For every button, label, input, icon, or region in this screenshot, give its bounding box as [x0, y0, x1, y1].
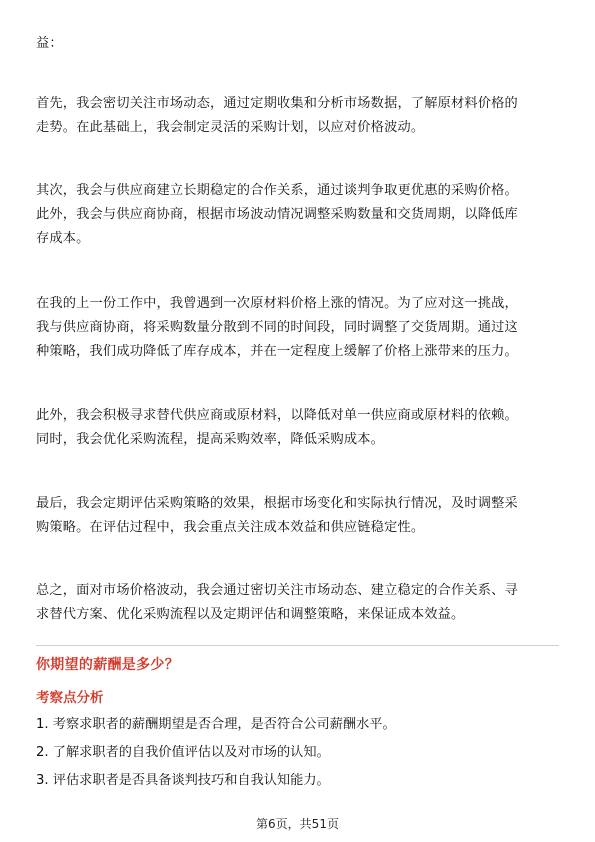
analysis-points-list — [36, 711, 396, 795]
paragraph-example — [36, 292, 560, 364]
paragraph-second — [36, 179, 560, 251]
text-line: 种策略，我们成功降低了库存成本，并在一定程度上缓解了价格上涨带来的压力。 — [36, 344, 518, 359]
text-line: 同时，我会优化采购流程，提高采购效率，降低采购成本。 — [36, 432, 385, 447]
text-line: 益： — [36, 36, 63, 51]
analysis-heading: 考察点分析 — [36, 690, 104, 706]
analysis-point: 3. 评估求职者是否具备谈判技巧和自我认知能力。 — [36, 773, 330, 788]
paragraph-summary — [36, 579, 560, 627]
text-line: 求替代方案、优化采购流程以及定期评估和调整策略，来保证成本效益。 — [36, 607, 465, 622]
text-line: 走势。在此基础上，我会制定灵活的采购计划，以应对价格波动。 — [36, 120, 425, 135]
analysis-point: 1. 考察求职者的薪酬期望是否合理，是否符合公司薪酬水平。 — [36, 717, 396, 732]
page-footer: 第6页，共51页 — [256, 817, 339, 831]
text-line: 此外，我会积极寻求替代供应商或原材料，以降低对单一供应商或原材料的依赖。 — [36, 408, 518, 423]
text-line: 我与供应商协商，将采购数量分散到不同的时间段，同时调整了交货周期。通过这 — [36, 320, 518, 335]
text-line: 最后，我会定期评估采购策略的效果，根据市场变化和实际执行情况，及时调整采 — [36, 496, 518, 511]
analysis-point: 2. 了解求职者的自我价值评估以及对市场的认知。 — [36, 745, 330, 760]
paragraph-finally — [36, 492, 560, 540]
text-line: 在我的上一份工作中，我曾遇到一次原材料价格上涨的情况。为了应对这一挑战， — [36, 296, 518, 311]
section-divider — [36, 645, 559, 646]
text-line: 首先，我会密切关注市场动态，通过定期收集和分析市场数据，了解原材料价格的 — [36, 96, 518, 111]
paragraph-intro-tail — [36, 32, 560, 56]
text-line: 存成本。 — [36, 231, 90, 246]
text-line: 此外，我会与供应商协商，根据市场波动情况调整采购数量和交货周期，以降低库 — [36, 207, 518, 222]
text-line: 其次，我会与供应商建立长期稳定的合作关系，通过谈判争取更优惠的采购价格。 — [36, 183, 518, 198]
paragraph-alternatives — [36, 404, 560, 452]
text-line: 购策略。在评估过程中，我会重点关注成本效益和供应链稳定性。 — [36, 520, 425, 535]
text-line: 总之，面对市场价格波动，我会通过密切关注市场动态、建立稳定的合作关系、寻 — [36, 583, 518, 598]
question-heading: 你期望的薪酬是多少？ — [36, 657, 179, 673]
paragraph-first — [36, 92, 560, 140]
